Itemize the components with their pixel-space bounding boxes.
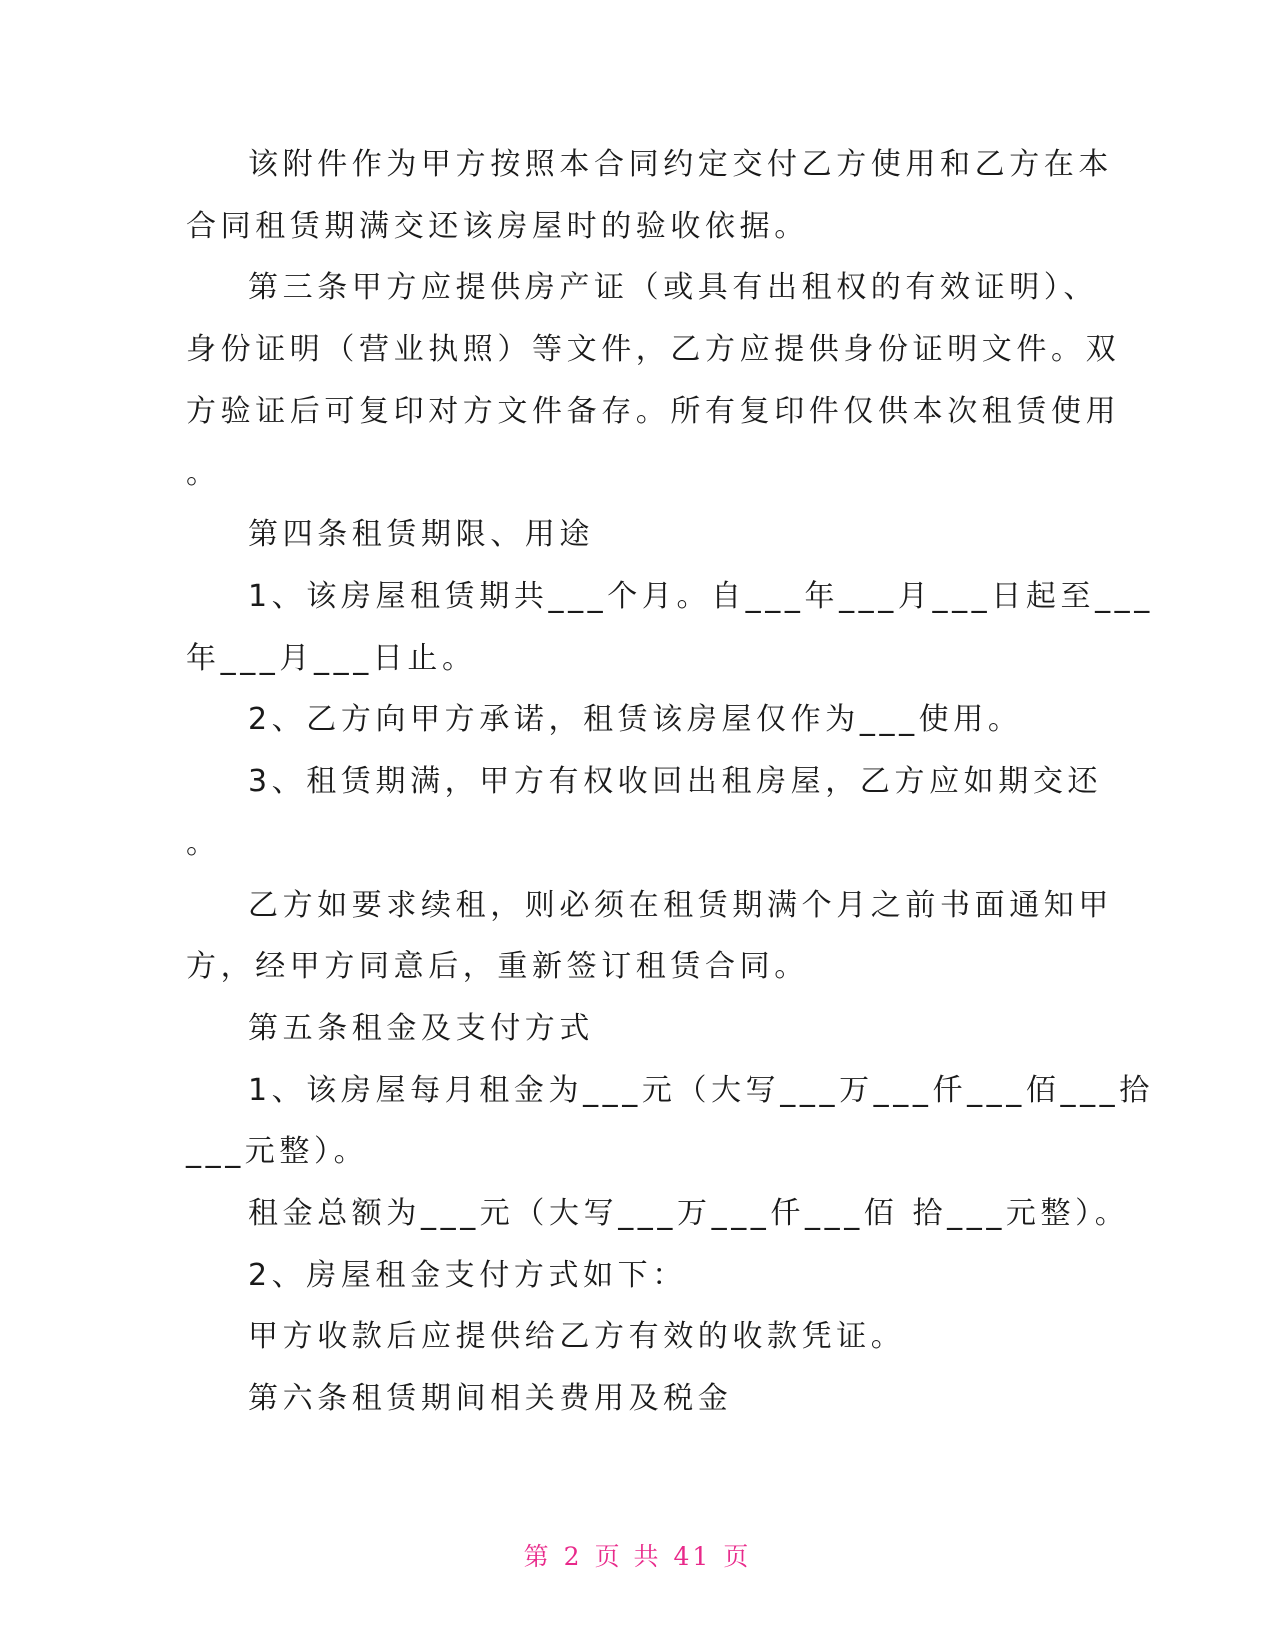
current-page-number: 2 — [563, 1542, 583, 1571]
paragraph-line: 乙方如要求续租，则必须在租赁期满个月之前书面通知甲 — [248, 888, 1113, 923]
paragraph-line: 该附件作为甲方按照本合同约定交付乙方使用和乙方在本 — [248, 147, 1113, 182]
paragraph-line: 合同租赁期满交还该房屋时的验收依据。 — [186, 209, 809, 244]
paragraph-line: 年___月___日止。 — [186, 641, 477, 676]
paragraph-line: 身份证明（营业执照）等文件，乙方应提供身份证明文件。双 — [186, 332, 1121, 367]
section-heading: 第五条租金及支付方式 — [248, 1011, 594, 1046]
paragraph-line: 2、房屋租金支付方式如下： — [248, 1258, 687, 1293]
page-number-footer — [0, 1537, 1275, 1573]
paragraph-line: 1、该房屋租赁期共___个月。自___年___月___日起至___ — [248, 579, 1154, 614]
paragraph-line: ___元整）。 — [186, 1134, 369, 1169]
paragraph-line: 第三条甲方应提供房产证（或具有出租权的有效证明）、 — [248, 270, 1098, 305]
paragraph-line: 甲方收款后应提供给乙方有效的收款凭证。 — [248, 1319, 906, 1354]
section-heading: 第六条租赁期间相关费用及税金 — [248, 1381, 733, 1416]
total-pages-number: 41 — [673, 1542, 712, 1571]
section-heading: 第四条租赁期限、用途 — [248, 517, 594, 552]
paragraph-line: 3、租赁期满，甲方有权收回出租房屋，乙方应如期交还 — [248, 764, 1103, 799]
footer-suffix: 页 — [723, 1542, 752, 1571]
paragraph-line: 方，经甲方同意后，重新签订租赁合同。 — [186, 949, 809, 984]
paragraph-line: 2、乙方向甲方承诺，租赁该房屋仅作为___使用。 — [248, 702, 1023, 737]
footer-middle: 页 共 — [594, 1542, 662, 1571]
paragraph-line: 1、该房屋每月租金为___元（大写___万___仟___佰___拾 — [248, 1073, 1154, 1108]
paragraph-line: 租金总额为___元（大写___万___仟___佰 拾___元整）。 — [248, 1196, 1130, 1231]
paragraph-line: 。 — [186, 826, 221, 861]
paragraph-line: 。 — [186, 456, 221, 491]
footer-prefix: 第 — [523, 1542, 552, 1571]
paragraph-line: 方验证后可复印对方文件备存。所有复印件仅供本次租赁使用 — [186, 394, 1121, 429]
